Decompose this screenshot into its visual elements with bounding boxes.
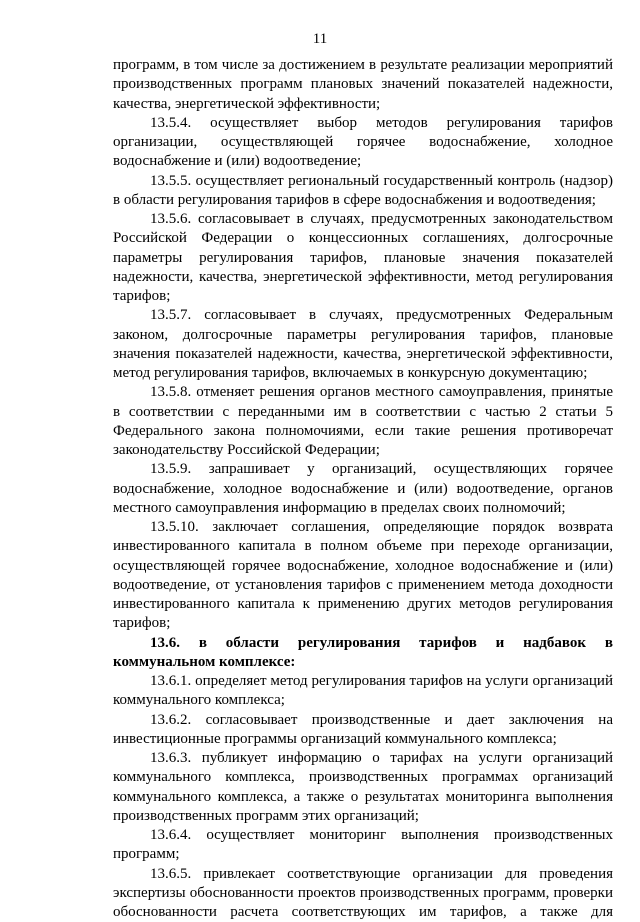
clause-13-5-5: 13.5.5. осуществляет региональный государственный контроль (надзор) в области регулирования тарифов в сфере водоснабжения и водоотведения;	[113, 172, 613, 211]
clause-13-5-4: 13.5.4. осуществляет выбор методов регулирования тарифов организации, осуществляющей горячее водоснабжение, холодное водоснабжение и (или) водоотведение;	[113, 114, 613, 172]
paragraph-continuation: программ, в том числе за достижением в результате реализации мероприятий производственных программ плановых значений показателей надежности, качества, энергетической эффективности;	[113, 56, 613, 114]
clause-13-5-10: 13.5.10. заключает соглашения, определяющие порядок возврата инвестированного капитала в полном объеме при переходе организации, осуществляющей горячее водоснабжение, холодное водоснабжение и (или) водоотведение, от установления тарифов с применением метода доходности инвестированного капитала к применению других методов регулирования тарифов;	[113, 518, 613, 634]
clause-13-6-2: 13.6.2. согласовывает производственные и дает заключения на инвестиционные программы организаций коммунального комплекса;	[113, 711, 613, 750]
document-body	[113, 56, 613, 922]
clause-13-6-3: 13.6.3. публикует информацию о тарифах на услуги организаций коммунального комплекса, производственных программах организаций коммунального комплекса, а также о результатах мониторинга выполнения производственных программ этих организаций;	[113, 749, 613, 826]
clause-13-5-8: 13.5.8. отменяет решения органов местного самоуправления, принятые в соответствии с переданными им в соответствии с частью 2 статьи 5 Федерального закона полномочиями, если такие решения противоречат законодательству Российской Федерации;	[113, 383, 613, 460]
clause-13-5-7: 13.5.7. согласовывает в случаях, предусмотренных Федеральным законом, долгосрочные параметры регулирования тарифов, плановые значения показателей надежности, качества, энергетической эффективности, метод регулирования тарифов, включаемых в конкурсную документацию;	[113, 306, 613, 383]
section-heading-13-6: 13.6. в области регулирования тарифов и надбавок в коммунальном комплексе:	[113, 634, 613, 673]
clause-13-6-5: 13.6.5. привлекает соответствующие организации для проведения экспертизы обоснованности проектов производственных программ, проверки обоснованности расчета соответствующих им тарифов, а также для	[113, 865, 613, 922]
clause-13-6-1: 13.6.1. определяет метод регулирования тарифов на услуги организаций коммунального комплекса;	[113, 672, 613, 711]
clause-13-5-9: 13.5.9. запрашивает у организаций, осуществляющих горячее водоснабжение, холодное водоснабжение и (или) водоотведение, органов местного самоуправления информацию в пределах своих полномочий;	[113, 460, 613, 518]
clause-13-5-6: 13.5.6. согласовывает в случаях, предусмотренных законодательством Российской Федерации о концессионных соглашениях, долгосрочные параметры регулирования тарифов, плановые значения показателей надежности, качества, энергетической эффективности, метод регулирования тарифов;	[113, 210, 613, 306]
page-number: 11	[0, 30, 640, 48]
clause-13-6-4: 13.6.4. осуществляет мониторинг выполнения производственных программ;	[113, 826, 613, 865]
